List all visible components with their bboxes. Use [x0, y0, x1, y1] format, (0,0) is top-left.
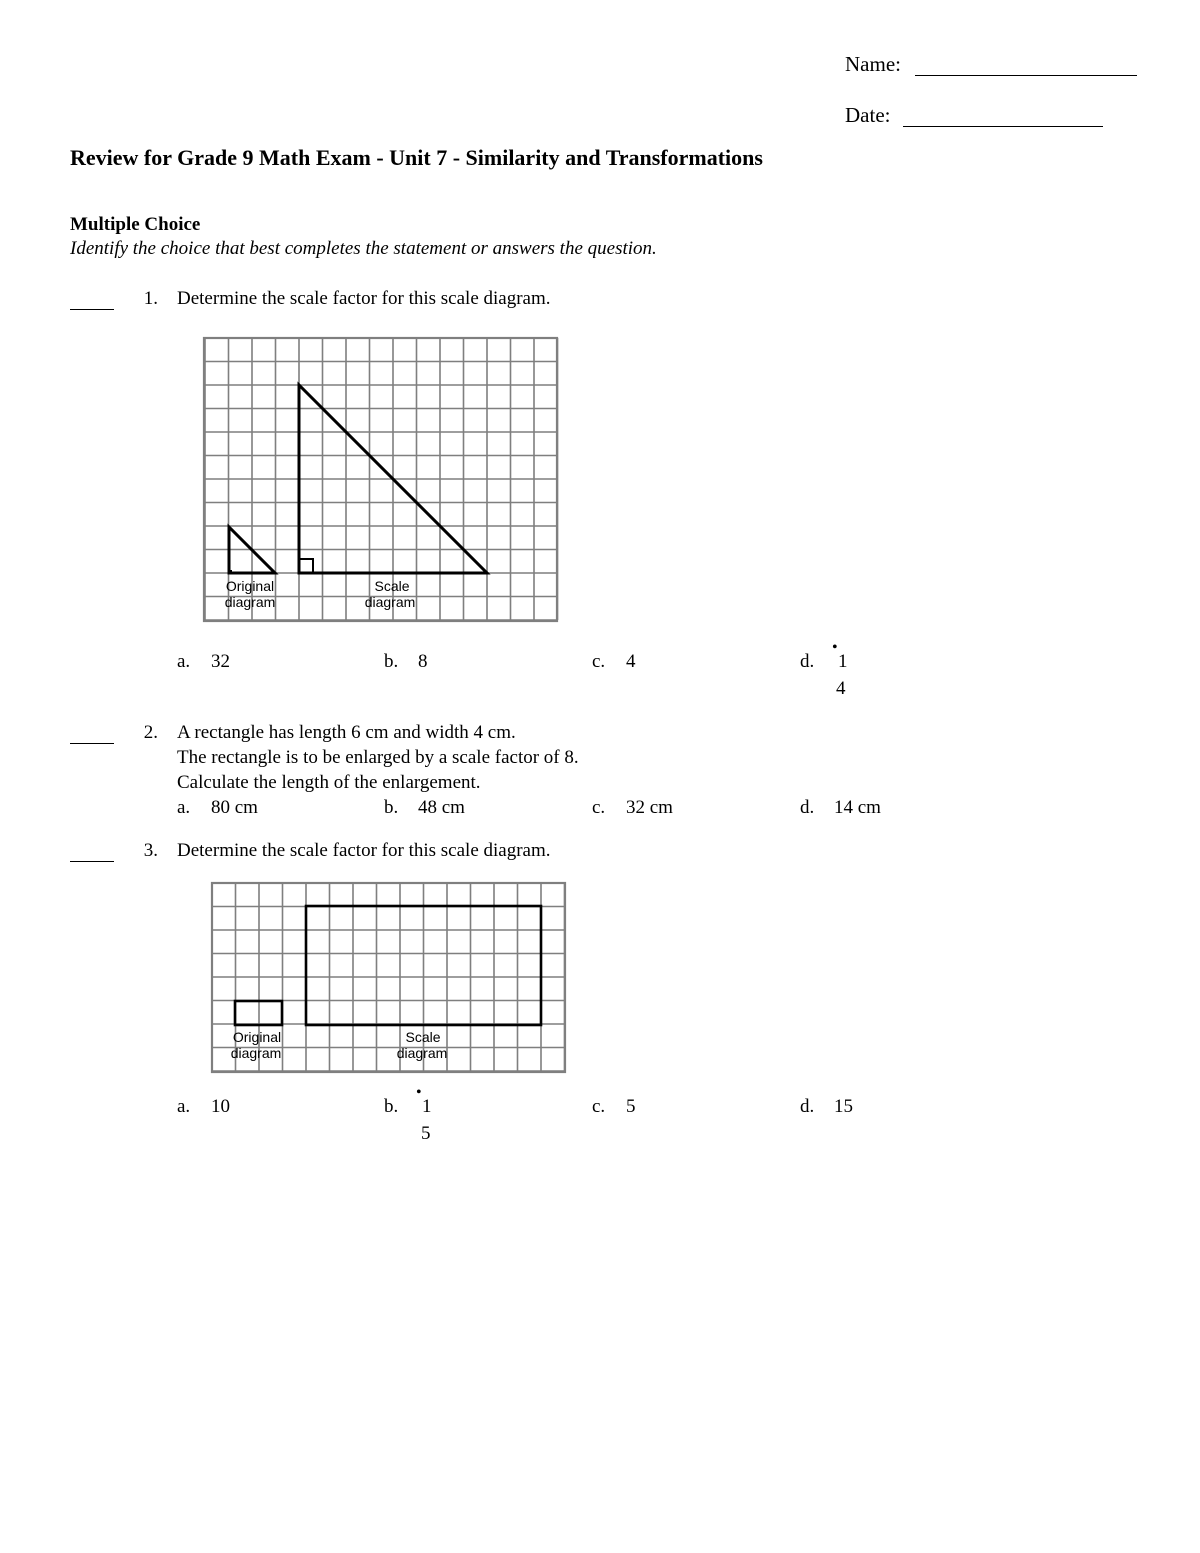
question-text: A rectangle has length 6 cm and width 4 cm. [177, 722, 516, 743]
fraction-numerator: • 1 [832, 639, 848, 672]
right-angle-marker [229, 570, 232, 573]
name-field[interactable] [915, 75, 1137, 76]
right-angle-marker [299, 559, 313, 573]
choice-c[interactable]: c. 5 [592, 1096, 636, 1117]
answer-blank-q3[interactable] [70, 861, 114, 862]
name-label: Name: [845, 52, 901, 76]
choice-d[interactable]: d. [800, 651, 815, 672]
scale-diagram-label: Scale [405, 1029, 441, 1045]
fraction-numerator: • 1 [416, 1084, 432, 1117]
page-title: Review for Grade 9 Math Exam - Unit 7 - Similarity and Transformations [70, 145, 763, 170]
answer-blank-q1[interactable] [70, 309, 114, 310]
question-text: Determine the scale factor for this scale diagram. [177, 840, 551, 861]
question-text: Calculate the length of the enlargement. [177, 772, 481, 793]
original-diagram-label: Original [232, 1029, 282, 1045]
choice-b[interactable]: b. 48 cm [384, 797, 465, 818]
fraction-denominator: 5 [421, 1123, 431, 1144]
answer-blank-q2[interactable] [70, 743, 114, 744]
section-heading: Multiple Choice [70, 214, 201, 235]
triangle-scale-diagram [200, 335, 562, 625]
scale-diagram-label: diagram [396, 1045, 448, 1061]
question-text: Determine the scale factor for this scale diagram. [177, 288, 551, 309]
choice-b[interactable]: b. [384, 1096, 399, 1117]
question-number: 3. [143, 840, 158, 861]
section-instructions: Identify the choice that best completes the statement or answers the question. [70, 238, 657, 259]
choice-d[interactable]: d. 14 cm [800, 797, 881, 818]
original-diagram-label: diagram [230, 1045, 282, 1061]
date-label: Date: [845, 103, 891, 127]
question-text: The rectangle is to be enlarged by a scale factor of 8. [177, 747, 579, 768]
choice-b[interactable]: b. 8 [384, 651, 428, 672]
fraction-denominator: 4 [836, 678, 846, 699]
choice-c[interactable]: c. 32 cm [592, 797, 673, 818]
choice-c[interactable]: c. 4 [592, 651, 636, 672]
date-field[interactable] [903, 126, 1103, 127]
scale-diagram-label: Scale [374, 578, 410, 594]
choice-a[interactable]: a. 32 [177, 651, 230, 672]
original-diagram-label: Original [225, 578, 275, 594]
rectangle-scale-diagram [208, 880, 570, 1076]
question-number: 2. [143, 722, 158, 743]
choice-a[interactable]: a. 10 [177, 1096, 230, 1117]
choice-a[interactable]: a. 80 cm [177, 797, 258, 818]
choice-d[interactable]: d. 15 [800, 1096, 853, 1117]
original-diagram-label: diagram [224, 594, 276, 610]
scale-diagram-label: diagram [364, 594, 416, 610]
question-number: 1. [143, 288, 158, 309]
